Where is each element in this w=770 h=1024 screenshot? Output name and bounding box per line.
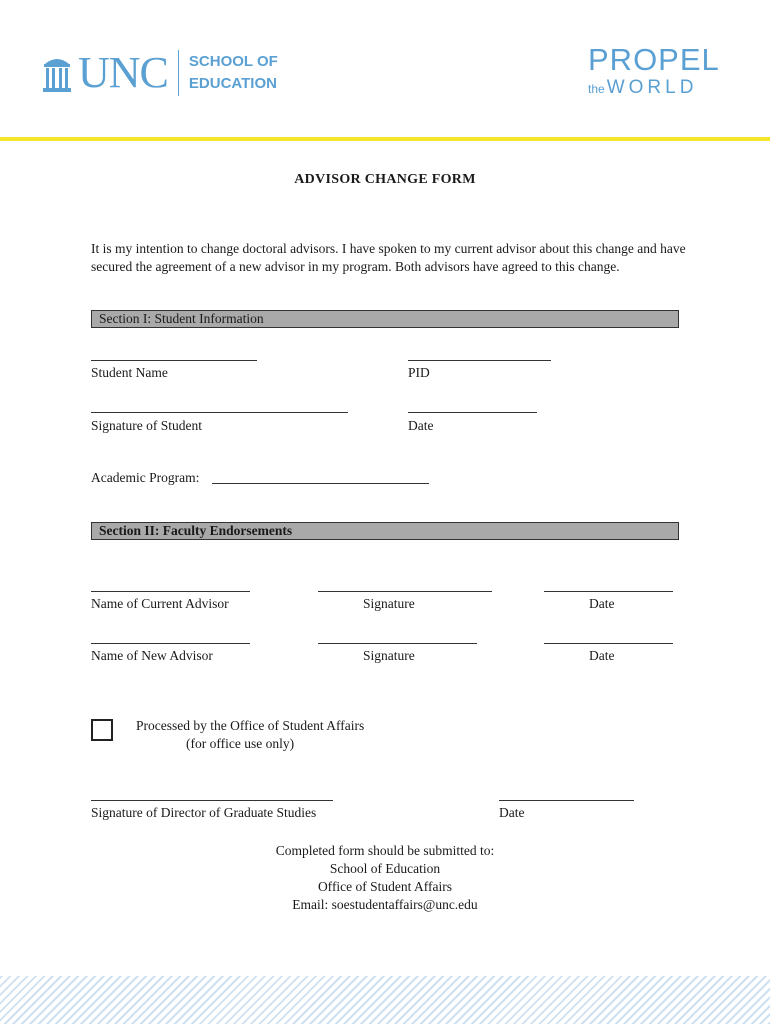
school-of-education-wordmark (189, 51, 278, 95)
old-well-icon (42, 52, 72, 94)
page-title: ADVISOR CHANGE FORM (294, 172, 476, 187)
current-advisor-date-line[interactable] (544, 591, 673, 592)
logo-divider (178, 50, 179, 96)
current-advisor-signature-line[interactable] (318, 591, 492, 592)
pid-label: PID (408, 365, 430, 380)
current-advisor-date-label: Date (589, 596, 615, 611)
new-advisor-signature-label: Signature (363, 648, 415, 663)
director-signature-label: Signature of Director of Graduate Studies (91, 805, 317, 820)
student-date-label: Date (408, 418, 434, 433)
submission-line-2: School of Education (329, 861, 441, 876)
section-2-heading: Section II: Faculty Endorsements (91, 522, 679, 540)
student-date-line[interactable] (408, 412, 537, 413)
student-name-label: Student Name (91, 365, 168, 380)
the-word: the (588, 82, 605, 96)
current-advisor-name-line[interactable] (91, 591, 250, 592)
footer-stripe-decoration (0, 976, 770, 1024)
header-rule (0, 137, 770, 141)
unc-logo (42, 48, 278, 98)
new-advisor-label: Name of New Advisor (91, 648, 213, 663)
current-advisor-signature-label: Signature (363, 596, 415, 611)
academic-program-line[interactable] (212, 483, 429, 484)
submission-line-3: Office of Student Affairs (317, 879, 453, 894)
office-use-label: (for office use only) (186, 736, 295, 751)
propel-wordmark: PROPEL (588, 42, 720, 77)
director-date-label: Date (499, 805, 525, 820)
new-advisor-signature-line[interactable] (318, 643, 477, 644)
processed-checkbox[interactable] (91, 719, 113, 741)
current-advisor-label: Name of Current Advisor (91, 596, 229, 611)
new-advisor-date-line[interactable] (544, 643, 673, 644)
student-signature-line[interactable] (91, 412, 348, 413)
director-date-line[interactable] (499, 800, 634, 801)
new-advisor-date-label: Date (589, 648, 615, 663)
academic-program-label: Academic Program: (91, 470, 200, 485)
new-advisor-name-line[interactable] (91, 643, 250, 644)
intro-paragraph: It is my intention to change doctoral advisors. I have spoken to my current advisor about this change and have secured the agreement of a new advisor in my program. Both advisors have agreed to this change. (91, 241, 686, 274)
submission-instructions (0, 842, 770, 914)
submission-line-1: Completed form should be submitted to: (275, 843, 495, 858)
propel-the-world-logo (588, 44, 728, 99)
unc-wordmark: UNC (78, 48, 168, 97)
pid-line[interactable] (408, 360, 551, 361)
director-signature-line[interactable] (91, 800, 333, 801)
student-name-line[interactable] (91, 360, 257, 361)
submission-email: Email: soestudentaffairs@unc.edu (292, 897, 478, 912)
processed-label: Processed by the Office of Student Affairs (136, 718, 365, 733)
school-line-1: SCHOOL OF (188, 53, 278, 70)
student-signature-label: Signature of Student (91, 418, 202, 433)
the-world-wordmark (588, 78, 728, 99)
world-word: WORLD (606, 77, 698, 98)
section-1-heading: Section I: Student Information (91, 310, 679, 328)
school-line-2: EDUCATION (188, 75, 277, 92)
